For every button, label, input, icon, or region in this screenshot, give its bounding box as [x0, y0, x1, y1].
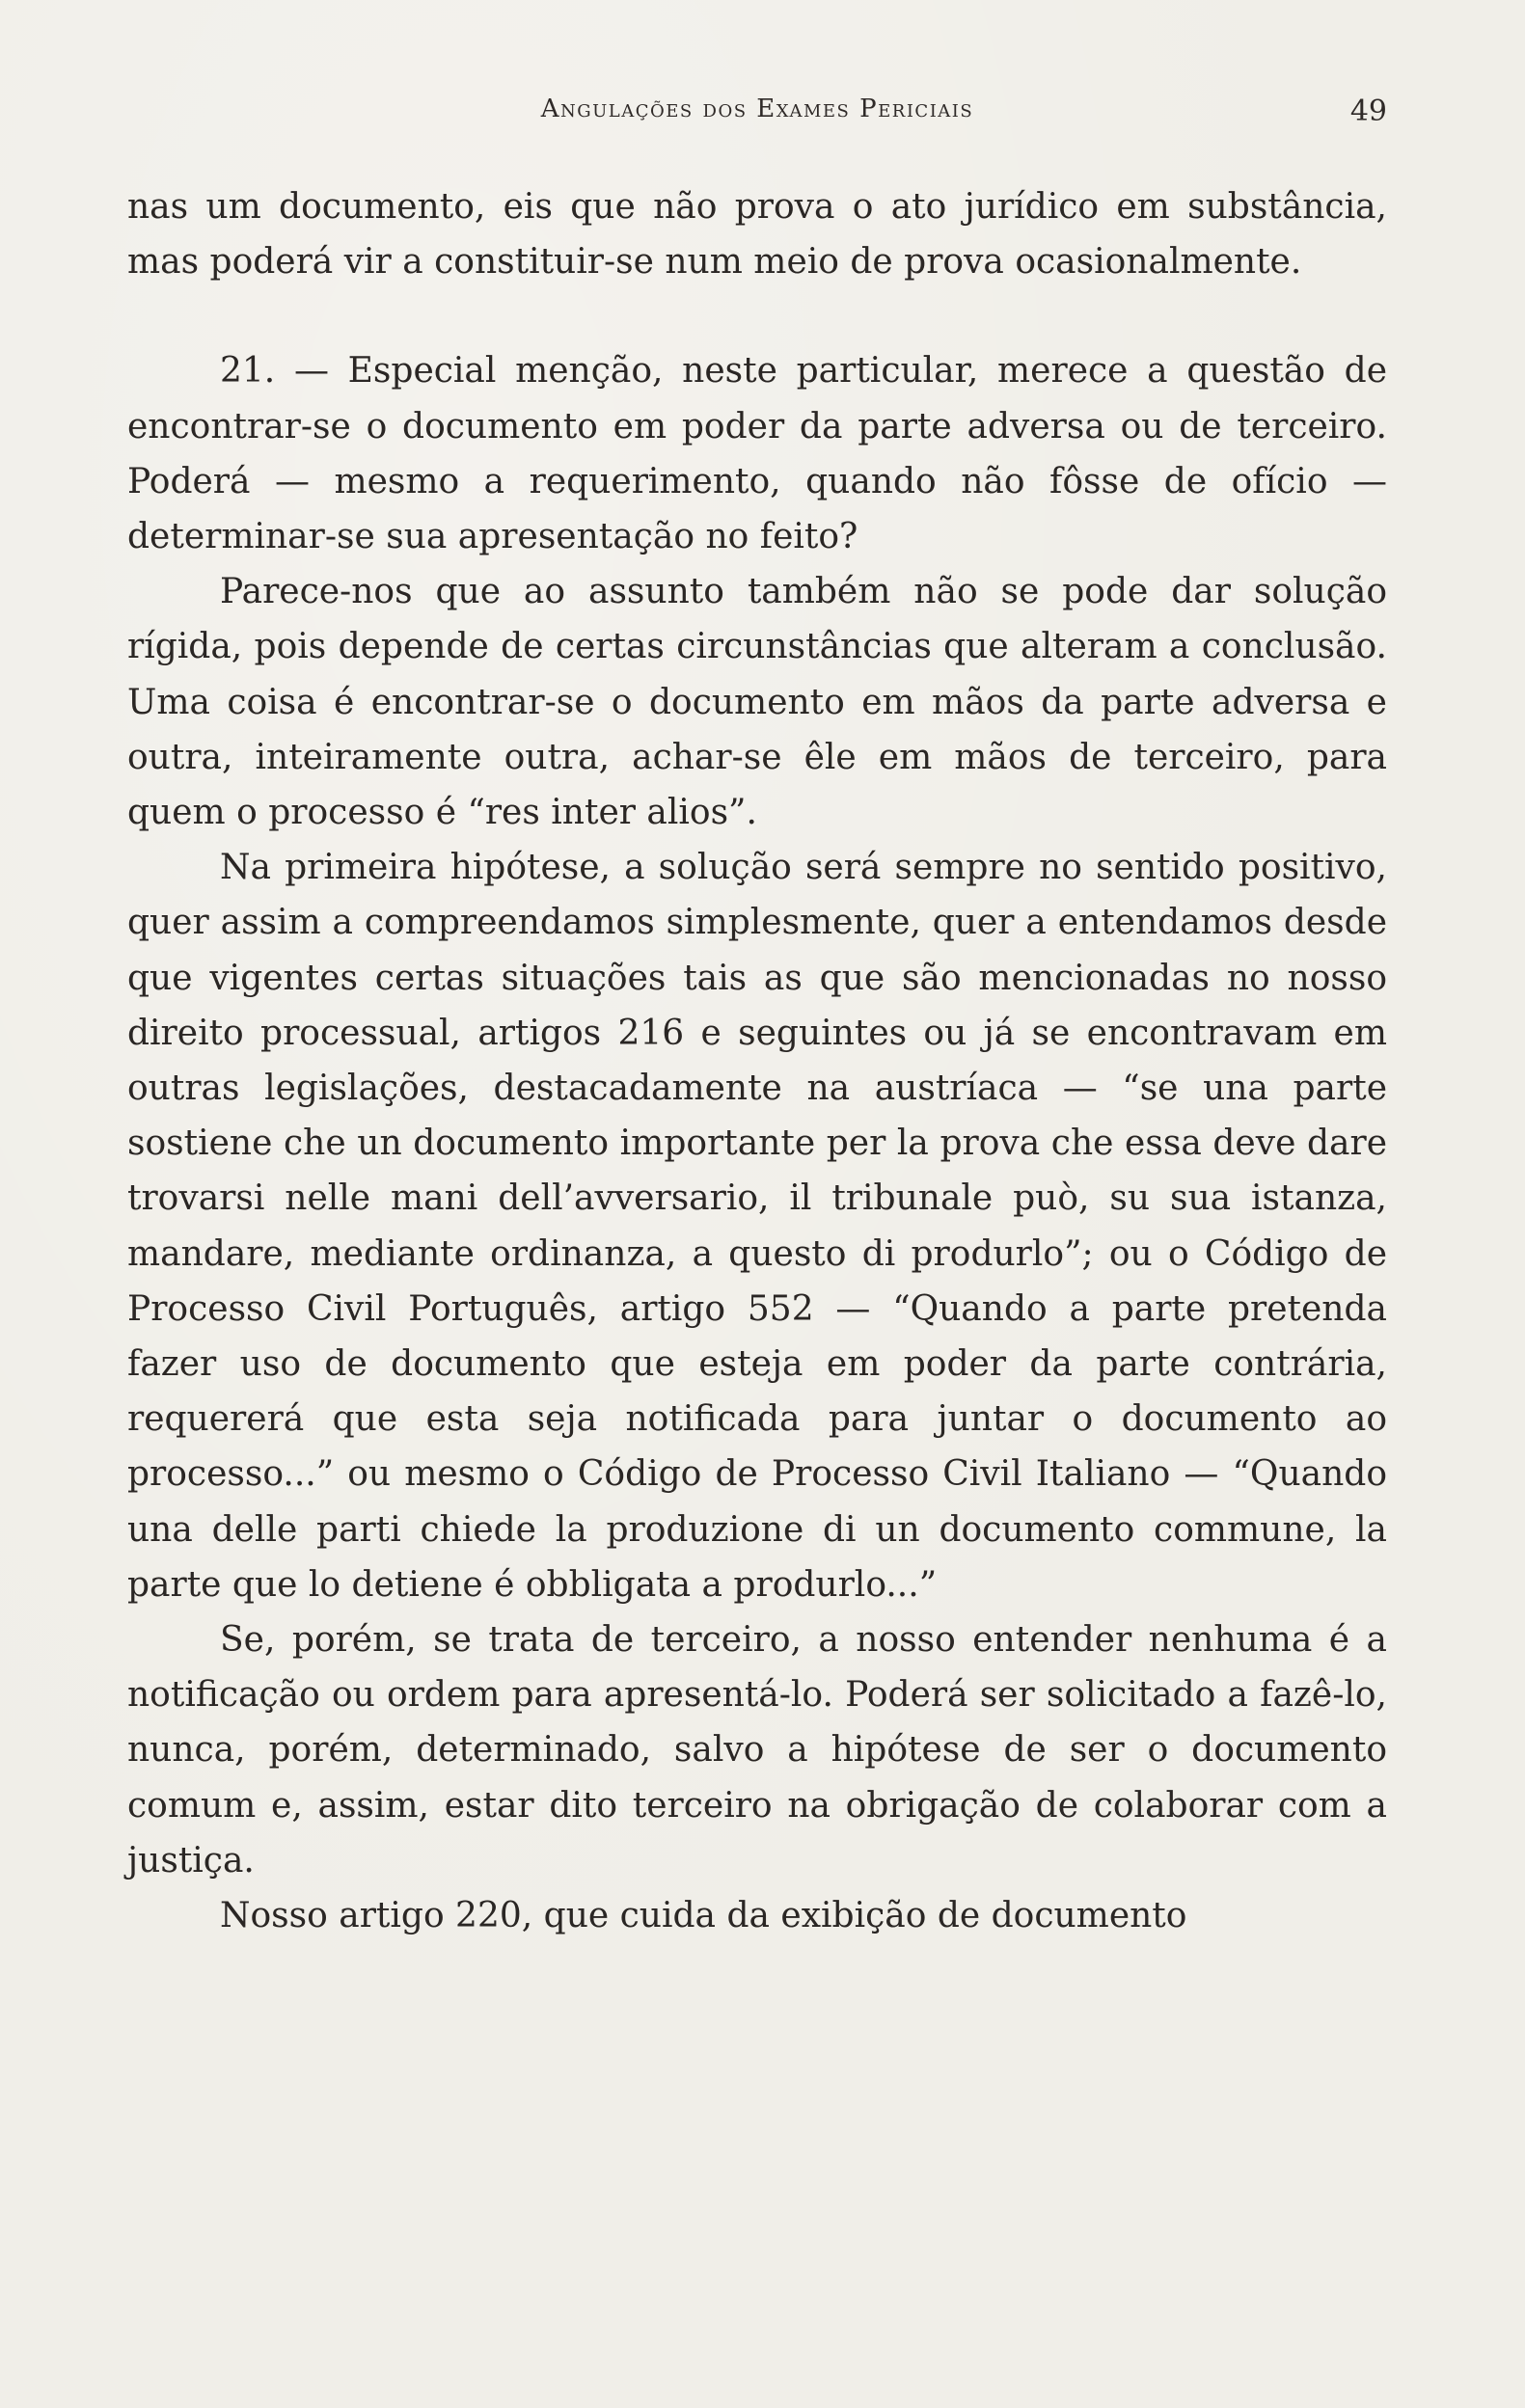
page-number: 49 [1349, 95, 1387, 128]
paragraph: Na primeira hipótese, a solução será sempre no sentido positivo, quer assim a compreendamos simplesmente, quer a entendamos desde que vigentes certas situações tais as que são mencionadas no nosso direito processual, artigos 216 e seguintes ou já se encontravam em outras legislações, destacadamente na austríaca — “se una parte sostiene che un documento importante per la prova che essa deve dare trovarsi nelle mani dell’avversario, il tribunale può, su sua istanza, mandare, mediante ordinanza, a questo di produrlo”; ou o Código de Processo Civil Português, artigo 552 — “Quando a parte pretenda fazer uso de documento que esteja em poder da parte contrária, requererá que esta seja notificada para juntar o documento ao processo...” ou mesmo o Código de Processo Civil Italiano — “Quando una delle parti chiede la produzione di un documento commune, la parte que lo detiene é obbligata a produrlo...” [127, 848, 1387, 1605]
page-header [127, 95, 1387, 133]
body-text [127, 179, 1387, 1943]
paragraph-section-21: 21. — Especial menção, neste particular, merece a questão de encontrar-se o documento em poder da parte adversa ou de terceiro. Poderá — mesmo a requerimento, quando não fôsse de ofício — determinar-se sua apresentação no feito? [127, 351, 1387, 557]
paragraph: Parece-nos que ao assunto também não se pode dar solução rígida, pois depende de certas circunstâncias que alteram a conclusão. Uma coisa é encontrar-se o documento em mãos da parte adversa e outra, inteiramente outra, achar-se êle em mãos de terceiro, para quem o processo é “res inter alios”. [127, 572, 1387, 833]
paragraph: Se, porém, se trata de terceiro, a nosso entender nenhuma é a notificação ou ordem para apresentá-lo. Poderá ser solicitado a fazê-lo, nunca, porém, determinado, salvo a hipótese de ser o documento comum e, assim, estar dito terceiro na obrigação de colaborar com a justiça. [127, 1620, 1387, 1880]
running-head: Angulações dos Exames Periciais [540, 95, 974, 123]
paragraph-continuation: nas um documento, eis que não prova o ato jurídico em substância, mas poderá vir a constituir-se num meio de prova ocasionalmente. [127, 187, 1387, 283]
paragraph: Nosso artigo 220, que cuida da exibição de documento [220, 1896, 1187, 1936]
